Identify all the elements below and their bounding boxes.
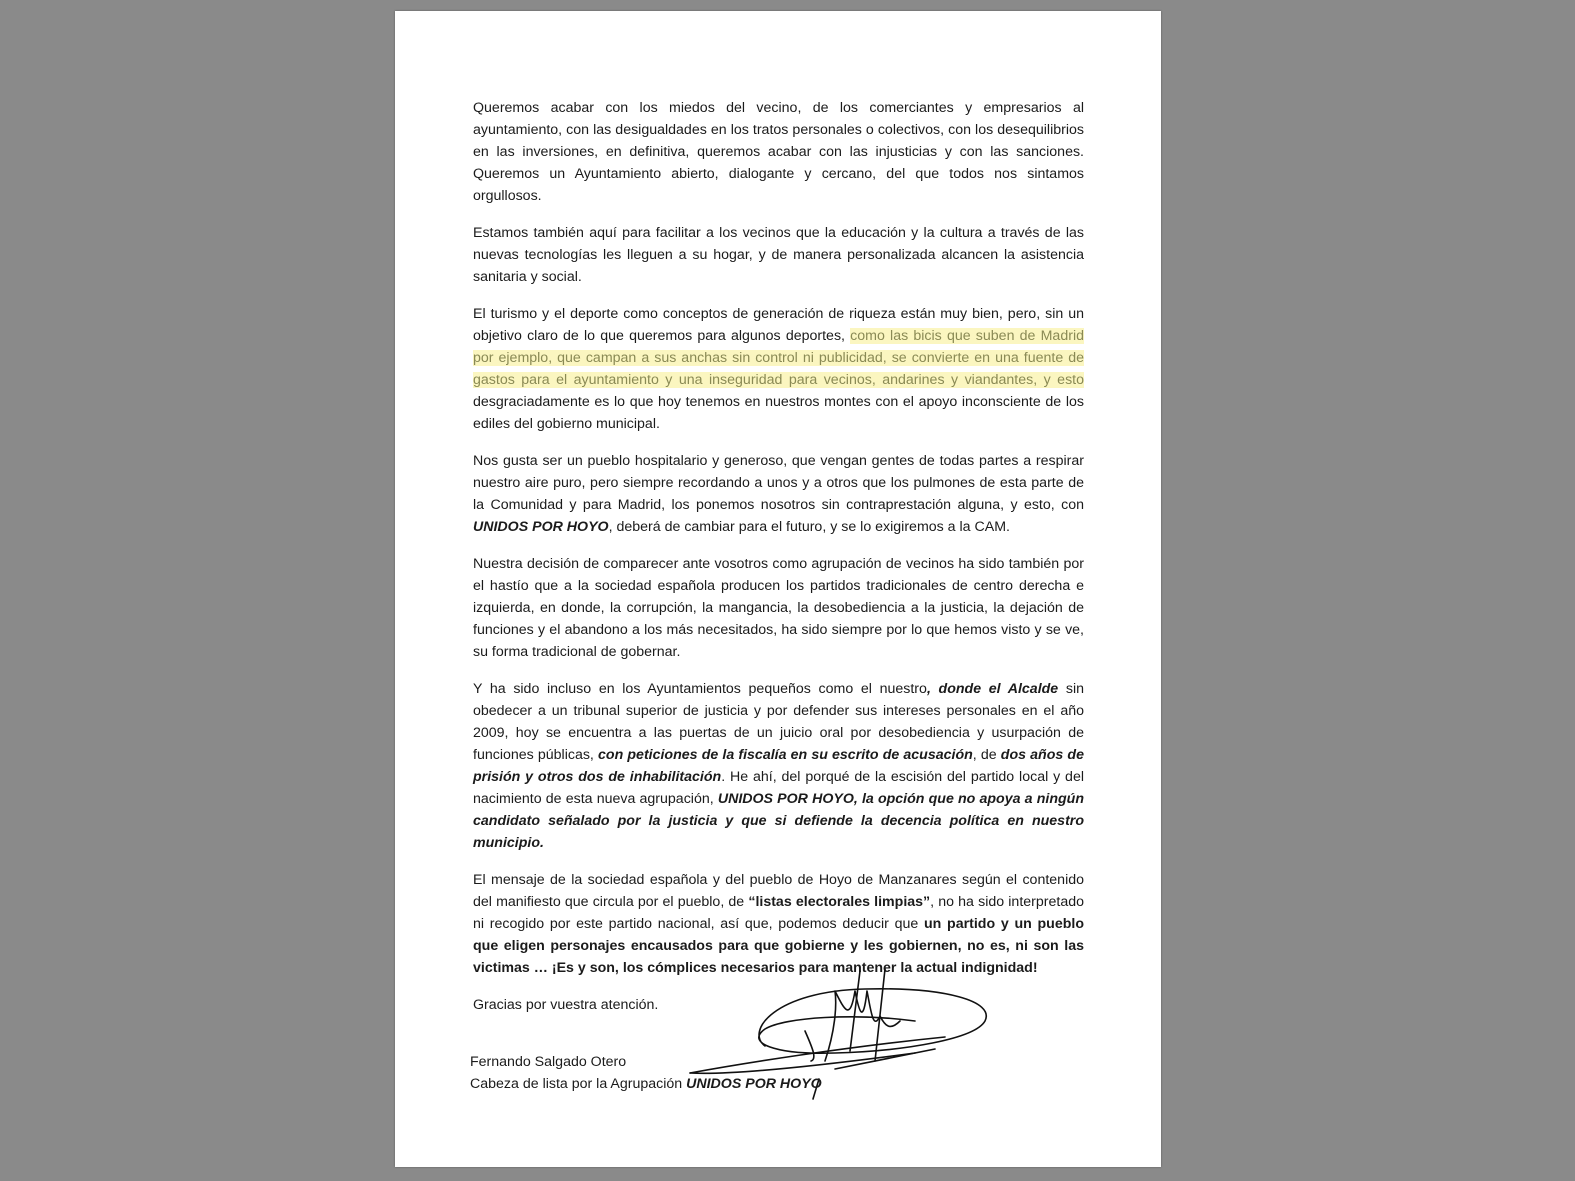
paragraph-1: Queremos acabar con los miedos del vecino, de los comerciantes y empresarios al ayuntamiento, con las desigualdades en los tratos personales o colectivos, con los desequilibrios en las inversiones, en definitiva, queremos acabar con las injusticias y con las sanciones. Queremos un Ayuntamiento abierto, dialogante y cercano, del que todos nos sintamos orgullosos. <box>473 100 1084 204</box>
signer-role <box>470 1073 822 1095</box>
paragraph-6-text-g: . He ahí, del porqué de la escisión del partido local y del nacimiento de esta nueva agrupación, <box>473 769 1084 807</box>
paragraph-3-text-end: desgraciadamente es lo que hoy tenemos en nuestros montes con el apoyo inconsciente de los ediles del gobierno municipal. <box>473 394 1084 432</box>
signer-role-prefix: Cabeza de lista por la Agrupación <box>470 1076 687 1092</box>
paragraph-4-text-end: , deberá de cambiar para el futuro, y se lo exigiremos a la CAM. <box>608 519 1010 535</box>
paragraph-4 <box>473 450 1084 538</box>
paragraph-7-emphasis: un partido y un pueblo que eligen personajes encausados para que gobierne y les gobiernen, no es, ni son las victimas … ¡Es y son, los cómplices necesarios para mantener la actual indignidad! <box>473 916 1084 976</box>
signature-block <box>470 1051 822 1095</box>
document-page <box>395 11 1161 1167</box>
paragraph-4-text: Nos gusta ser un pueblo hospitalario y generoso, que vengan gentes de todas partes a respirar nuestro aire puro, pero siempre recordando a unos y a otros que los pulmones de esta parte de la Comunidad y para Madrid, los ponemos nosotros sin contraprestación alguna, y esto, con <box>473 453 1084 513</box>
signer-name: Fernando Salgado Otero <box>470 1054 627 1070</box>
letter-body <box>473 97 1084 1031</box>
paragraph-2: Estamos también aquí para facilitar a los vecinos que la educación y la cultura a través de las nuevas tecnologías les lleguen a su hogar, y de manera personalizada alcancen la asistencia sanitaria y social. <box>473 225 1084 285</box>
paragraph-3 <box>473 303 1084 435</box>
highlighted-text: como las bicis que suben de Madrid por ejemplo, que campan a sus anchas sin control ni publicidad, se convierte en una fuente de gastos para el ayuntamiento y una inseguridad para vecinos, andarines y viandantes, y esto <box>473 328 1084 388</box>
paragraph-6 <box>473 678 1084 854</box>
paragraph-7-text-a: El mensaje de la sociedad española y del pueblo de Hoyo de Manzanares según el contenido del manifiesto que circula por el pueblo, de <box>473 872 1084 910</box>
party-name: UNIDOS POR HOYO <box>473 519 609 535</box>
paragraph-6-emphasis-f: dos años de prisión y otros dos de inhabilitación <box>473 747 1084 785</box>
paragraph-6-text-e: , de <box>972 747 1001 763</box>
paragraph-3-text: El turismo y el deporte como conceptos de generación de riqueza están muy bien, pero, sin un objetivo claro de lo que queremos para algunos deportes, <box>473 306 1084 344</box>
paragraph-7-quote: “listas electorales limpias” <box>748 894 931 910</box>
paragraph-6-text-a: Y ha sido incluso en los Ayuntamientos pequeños como el nuestro <box>473 681 927 697</box>
paragraph-7-text-c: , no ha sido interpretado ni recogido por este partido nacional, así que, podemos deducir que <box>473 894 1084 932</box>
paragraph-6-emphasis-d: con peticiones de la fiscalía en su escrito de acusación <box>598 747 973 763</box>
thanks-line: Gracias por vuestra atención. <box>473 997 659 1013</box>
paragraph-6-emphasis-b: , donde el Alcalde <box>926 681 1059 697</box>
paragraph-6-text-c: sin obedecer a un tribunal superior de justicia y por defender sus intereses personales en el año 2009, hoy se encuentra a las puertas de un juicio oral por desobediencia y usurpación de funciones públicas, <box>473 681 1085 763</box>
signer-party: UNIDOS POR HOYO <box>686 1076 822 1092</box>
paragraph-5: Nuestra decisión de comparecer ante vosotros como agrupación de vecinos ha sido también por el hastío que a la sociedad española producen los partidos tradicionales de centro derecha e izquierda, en donde, la corrupción, la mangancia, la desobediencia a la justicia, la dejación de funciones y el abandono a los más necesitados, ha sido siempre por lo que hemos visto y se ve, su forma tradicional de gobernar. <box>473 556 1084 660</box>
paragraph-6-emphasis-h: UNIDOS POR HOYO, la opción que no apoya a ningún candidato señalado por la justicia y que si defiende la decencia política en nuestro municipio. <box>473 791 1084 851</box>
